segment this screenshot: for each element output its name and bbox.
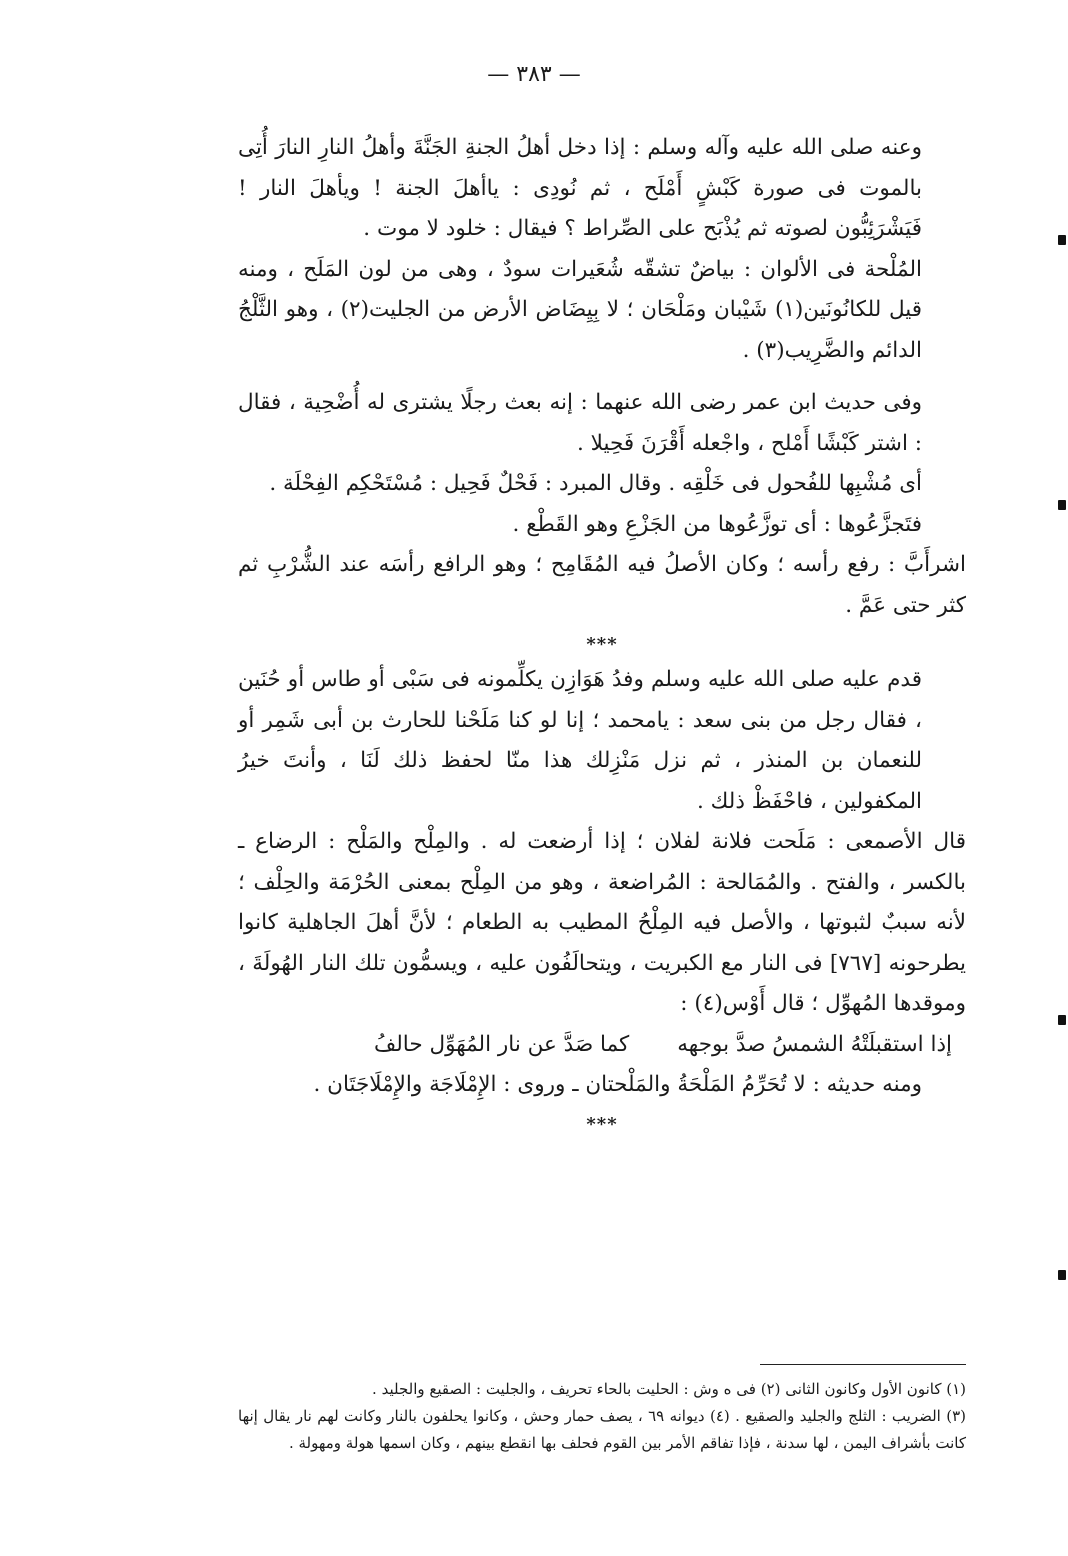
footnote-line: (١) كانون الأول وكانون الثانى (٢) فى ه وش : الحليت بالحاء تحريف ، والجليت : الصقيع والجليد . [372, 1380, 966, 1398]
paragraph-hawazin-delegation: قدم عليه صلى الله عليه وسلم وفدُ هَوَازِن يكلِّمونه فى سَبْى أو طاس أو حُنَين ، فقال رجل من بنى سعد : يامحمد ؛ إنا لو كنا مَلَحْنا للحارث بن أبى شَمِر أو للنعمان بن المنذر ، ثم نزل مَنْزِلك هذا منّا لحفظ ذلك لَنَا ، وأنتَ خيرُ المكفولين ، فاحْفَظْ ذلك . [238, 667, 922, 814]
paragraph-ibn-umar-hadith: وفى حديث ابن عمر رضى الله عنهما : إنه بعث رجلًا يشترى له أُضْحِية ، فقال : اشتر كَبْشًا أَمْلح ، واجْعله أَقْرَنَ فَحِيلا . [238, 390, 922, 456]
verse-first-half: إذا استقبلَتْهُ الشمسُ صدَّ بوجهه [677, 1031, 952, 1057]
paragraph-fahil-meaning: أى مُشْبِها للفُحول فى خَلْقِه . وقال المبرد : فَحْلٌ فَحِيل : مُسْتَحْكِم الفِحْلَة . [269, 471, 922, 496]
main-text [238, 128, 966, 1140]
paragraph-mulha-colors: المُلْحة فى الألوان : بياضٌ تشقّه شُعَيرات سودٌ ، وهى من لون المَلَح ، ومنه قيل للكانُونَين(١) شَيْبان ومَلْحَان ؛ لا بِيِضَاض الأرض من الجليت(٢) ، وهو الثَّلْجُ الدائم والضَّرِيب(٣) . [238, 256, 922, 363]
paragraph-tajazzaouha: فتَجزَّعُوها : أى توزَّعُوها من الجَزْعِ وهو القَطْع . [512, 511, 922, 537]
end-separator: *** [586, 1113, 618, 1135]
page-number: — ٣٨٣ — [487, 62, 581, 87]
footnotes [238, 1376, 966, 1457]
section-separator: *** [586, 634, 618, 655]
margin-mark [1058, 500, 1066, 510]
margin-mark [1058, 1015, 1066, 1025]
margin-mark [1058, 235, 1066, 245]
margin-mark [1058, 1270, 1066, 1280]
footnote-line: (٣) الضريب : الثلج والجليد والصقيع . (٤) ديوانه ٦٩ ، يصف حمار وحش ، وكانوا يحلفون بالنار وكانت لهم نار يقال إنها كانت بأشراف اليمن ، لها سدنة ، فإذا تفاقم الأمر بين القوم فحلف بها انقطع بينهم ، وكان اسمها هولة ومهولة . [238, 1407, 967, 1452]
paragraph-hadith-death-ram: وعنه صلى الله عليه وآله وسلم : إذا دخل أهلُ الجنةِ الجَنَّةَ وأهلُ النارِ النارَ أُتِى بالموت فى صورة كَبْشٍ أَمْلَح ، ثم نُودِى : ياأهلَ الجنة ! ويأهلَ النار ! فَيَشْرَئِبُّون لصوته ثم يُذْبَح على الصِّراط ؟ فيقال : خلود لا موت . [238, 135, 922, 241]
footnote-divider [760, 1364, 966, 1365]
poem-verse [238, 1025, 966, 1066]
paragraph-closing-hadith: ومنه حديثه : لا تُحَرِّمُ المَلْحَةُ والمَلْحتان ـ وروى : الإِمْلَاجَة والإِمْلَاجَتَان . [313, 1072, 922, 1097]
paragraph-ishraabba: اشرأَبَّ : رفع رأسه ؛ وكان الأصلُ فيه المُقَامِح ؛ وهو الرافع رأسَه عند الشُّرْبِ ثم كثر حتى عَمَّ . [238, 552, 966, 618]
verse-second-half: كما صَدَّ عن نار المُهَوِّل حالفُ [373, 1031, 630, 1057]
paragraph-asmai-malaha: قال الأصمعى : مَلَحت فلانة لفلان ؛ إذا أرضعت له . والمِلْح والمَلْح : الرضاع ـ بالكسر ، والفتح . والمُمَالحة : المُراضعة ، وهو من المِلْح بمعنى الحُرْمَة والحِلْف ؛ لأنه سببٌ لثبوتها ، والأصل فيه المِلْحُ المطيب به الطعام ؛ لأنَّ أهلَ الجاهلية كانوا يطرحونه [٧٦٧] فى النار مع الكبريت ، ويتحالَفُون عليه ، ويسمُّون تلك النار الهُولَةَ ، وموقدها المُهوِّل ؛ قال أَوْس(٤) : [238, 829, 966, 1016]
